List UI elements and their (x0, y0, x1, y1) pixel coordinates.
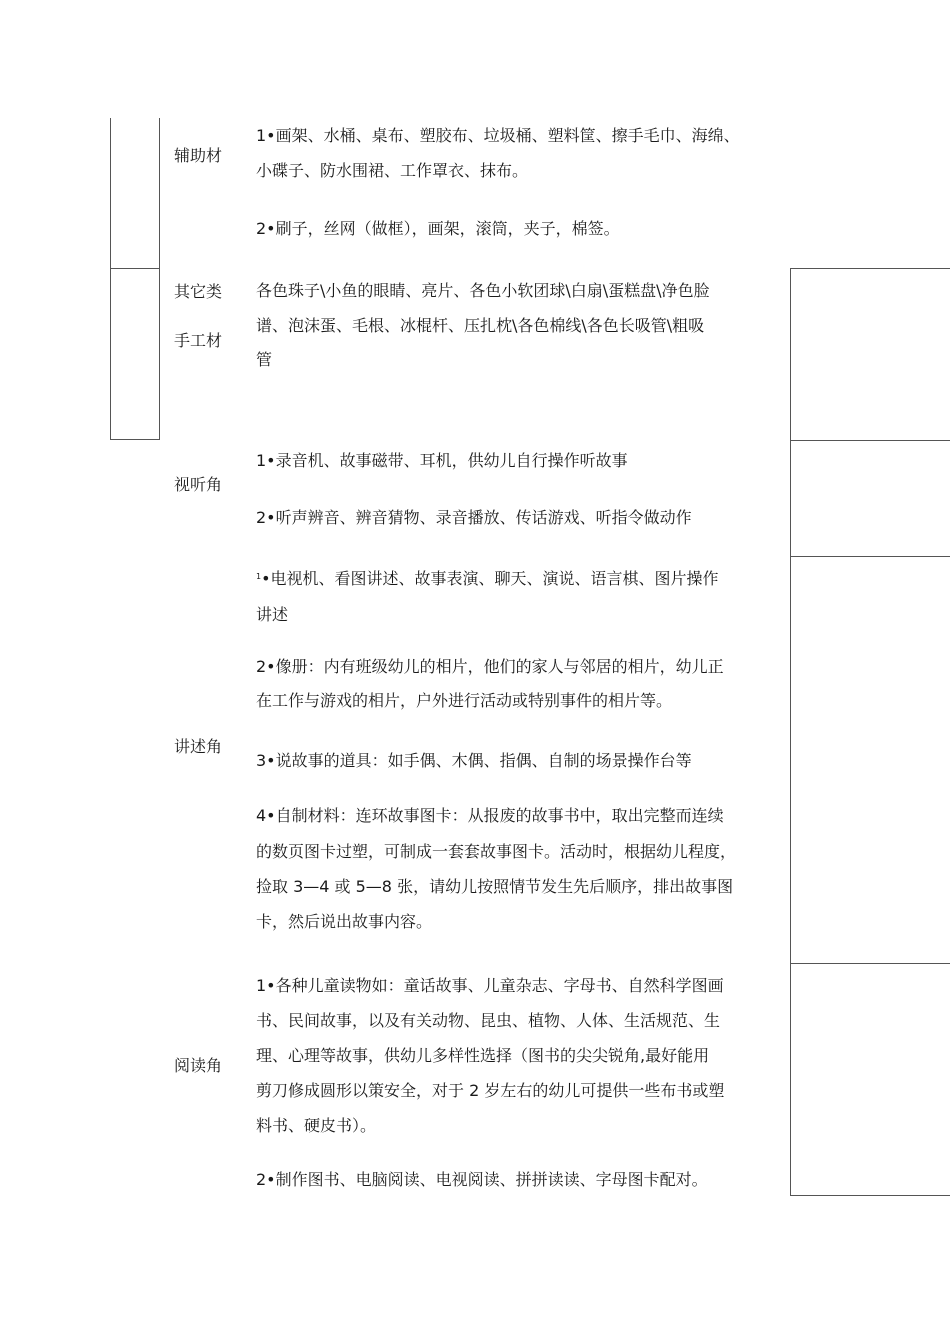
table-border-bottom (790, 1195, 950, 1196)
table-border-inner (159, 118, 160, 440)
row-text-line: 3•说故事的道具：如手偶、木偶、指偶、自制的场景操作台等 (256, 751, 692, 770)
row-text-line: 在工作与游戏的相片，户外进行活动或特别事件的相片等。 (256, 691, 673, 710)
row-text-line: 4•自制材料：连环故事图卡：从报废的故事书中，取出完整而连续 (256, 806, 724, 825)
row-text-line: 各色珠子\小鱼的眼睛、亮片、各色小软团球\白扇\蛋糕盘\净色脸 (256, 281, 710, 300)
row-text-line: 1•录音机、故事磁带、耳机，供幼儿自行操作听故事 (256, 451, 628, 470)
row-text-line: 讲述 (256, 605, 289, 624)
row-text-line: 1•画架、水桶、桌布、塑胶布、垃圾桶、塑料筐、擦手毛巾、海绵、 (256, 126, 740, 145)
row-text-line (256, 569, 719, 589)
row-text-line: 管 (256, 350, 273, 369)
row-text-line: 剪刀修成圆形以策安全，对于 2 岁左右的幼儿可提供一些布书或塑 (256, 1081, 725, 1100)
row-text-line: 2•听声辨音、辨音猜物、录音播放、传话游戏、听指令做动作 (256, 508, 692, 527)
row-text-line: 2•像册：内有班级幼儿的相片，他们的家人与邻居的相片，幼儿正 (256, 657, 724, 676)
table-row-divider (110, 268, 159, 269)
table-row-divider (790, 556, 950, 557)
row-text-line: 卡，然后说出故事内容。 (256, 912, 433, 931)
row-label-auxiliary: 辅助材 (174, 146, 223, 165)
row-text-line: 的数页图卡过塑，可制成一套套故事图卡。活动时，根据幼儿程度， (256, 842, 737, 861)
row-text-line: 2•制作图书、电脑阅读、电视阅读、拼拼读读、字母图卡配对。 (256, 1170, 708, 1189)
table-border-left (110, 118, 111, 440)
row-label-reading: 阅读角 (174, 1056, 223, 1075)
row-text-line: 小碟子、防水围裙、工作罩衣、抹布。 (256, 161, 529, 180)
table-row-divider (790, 440, 950, 441)
row-text-line: 2•刷子，丝网（做框），画架，滚筒，夹子，棉签。 (256, 219, 620, 238)
row-text-line: 谱、泡沫蛋、毛根、冰棍杆、压扎枕\各色棉线\各色长吸管\粗吸 (256, 316, 705, 335)
row-text-line: 1•各种儿童读物如：童话故事、儿童杂志、字母书、自然科学图画 (256, 976, 724, 995)
row-label-audiovisual: 视听角 (174, 475, 223, 494)
row-text-line: 书、民间故事，以及有关动物、昆虫、植物、人体、生活规范、生 (256, 1011, 721, 1030)
table-row-divider (790, 963, 950, 964)
row-text-line: 料书、硬皮书）。 (256, 1116, 377, 1135)
table-row-divider (790, 268, 950, 269)
table-border-right (790, 268, 791, 1196)
row-text-line: 理、心理等故事，供幼儿多样性选择（图书的尖尖锐角,最好能用 (256, 1046, 710, 1065)
list-marker: 1 (256, 572, 262, 581)
row-label-other-line1: 其它类 (174, 282, 223, 301)
row-label-other-line2: 手工材 (174, 331, 223, 350)
row-text-span: •电视机、看图讲述、故事表演、聊天、演说、语言棋、图片操作 (261, 569, 719, 588)
row-label-storytelling: 讲述角 (174, 737, 223, 756)
table-border-bottom (110, 439, 159, 440)
row-text-line: 捡取 3—4 或 5—8 张，请幼儿按照情节发生先后顺序，排出故事图 (256, 877, 734, 896)
